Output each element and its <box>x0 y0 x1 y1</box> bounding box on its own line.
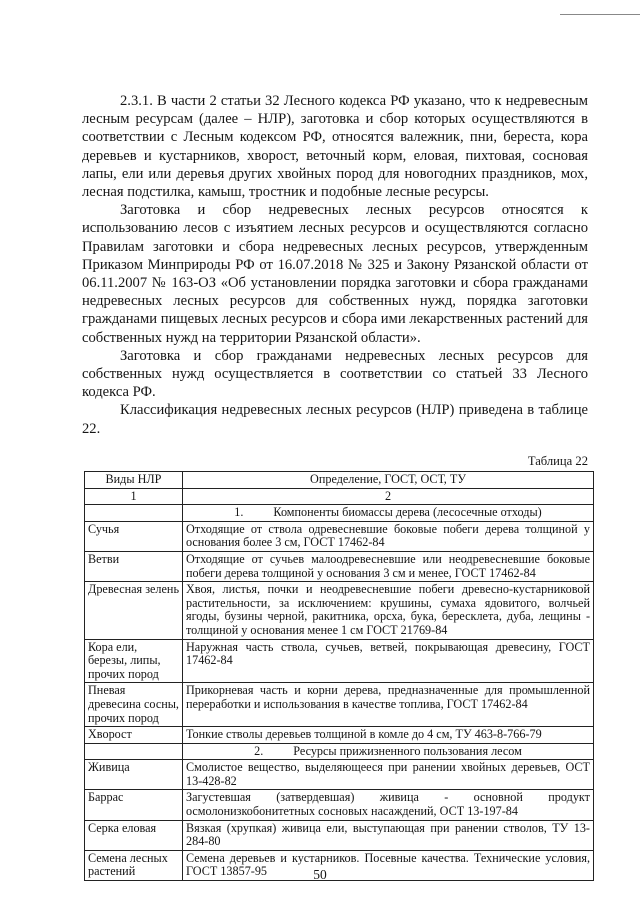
column-header-definition: Определение, ГОСТ, ОСТ, ТУ <box>183 472 594 489</box>
section-row <box>85 743 594 760</box>
section-title-cell <box>183 743 594 760</box>
column-number: 1 <box>85 488 183 505</box>
nlr-name: Ветви <box>85 551 183 581</box>
nlr-definition: Вязкая (хрупкая) живица ели, выступающая при ранении стволов, ТУ 13-284-80 <box>183 820 594 850</box>
section-empty-cell <box>85 505 183 522</box>
nlr-name: Пневая древесина сосны, прочих пород <box>85 683 183 727</box>
nlr-definition: Хвоя, листья, почки и неодревесневшие побеги древесно-кустарниковой растительности, за исключением: крушины, сумаха ядовитого, волчьей ягоды, бузины черной, ракитника, орсха, бука, бересклета, дуба, лещины - толщиной у основания менее 1 см ГОСТ 21769-84 <box>183 582 594 639</box>
column-header-types: Виды НЛР <box>85 472 183 489</box>
paragraph: Классификация недревесных лесных ресурсов (НЛР) приведена в таблице 22. <box>82 402 588 437</box>
nlr-name: Баррас <box>85 790 183 820</box>
column-number-row <box>85 488 594 505</box>
paragraph: Заготовка и сбор гражданами недревесных лесных ресурсов для собственных нужд осуществляется в соответствии со статьей 33 Лесного кодекса РФ. <box>82 347 588 401</box>
table-row <box>85 521 594 551</box>
nlr-classification-table <box>84 471 594 881</box>
nlr-name: Кора ели, березы, липы, прочих пород <box>85 639 183 683</box>
section-number: 2. <box>254 743 264 758</box>
nlr-name: Сучья <box>85 521 183 551</box>
page-number: 50 <box>313 867 327 882</box>
header-rule <box>560 14 640 15</box>
nlr-name: Древесная зелень <box>85 582 183 639</box>
body-text <box>82 92 588 438</box>
table-row <box>85 551 594 581</box>
section-number: 1. <box>234 505 244 520</box>
nlr-definition: Тонкие стволы деревьев толщиной в комле до 4 см, ТУ 463-8-766-79 <box>183 727 594 744</box>
paragraph: Заготовка и сбор недревесных лесных ресурсов относятся к использованию лесов с изъятием лесных ресурсов и осуществляются согласно Правилам заготовки и сбора недревесных лесных ресурсов, утвержденным Приказом Минприроды РФ от 16.07.2018 № 325 и Закону Рязанской области от 06.11.2007 № 163-ОЗ «Об установлении порядка заготовки и сбора гражданами недревесных лесных ресурсов для собственных нужд, порядка заготовки гражданами пищевых лесных ресурсов и сбора ими лекарственных растений для собственных нужд на территории Рязанской области». <box>82 202 588 346</box>
table-row <box>85 639 594 683</box>
nlr-name: Хворост <box>85 727 183 744</box>
paragraph: 2.3.1. В части 2 статьи 32 Лесного кодекса РФ указано, что к недревесным лесным ресурсам (далее – НЛР), заготовка и сбор которых осуществляются в соответствии с Лесным кодексом РФ, относятся валежник, пни, береста, кора деревьев и кустарников, хворост, веточный корм, еловая, пихтовая, сосновая лапы, ели или деревья других хвойных пород для новогодних праздников, мох, лесная подстилка, камыш, тростник и подобные лесные ресурсы. <box>82 93 588 201</box>
table-row <box>85 683 594 727</box>
table-row <box>85 820 594 850</box>
table-caption: Таблица 22 <box>527 454 588 468</box>
nlr-definition: Смолистое вещество, выделяющееся при ранении хвойных деревьев, ОСТ 13-428-82 <box>183 760 594 790</box>
nlr-definition: Прикорневая часть и корни дерева, предназначенные для промышленной переработки и использования в качестве топлива, ГОСТ 17462-84 <box>183 683 594 727</box>
column-number: 2 <box>183 488 594 505</box>
table-row <box>85 582 594 639</box>
nlr-definition: Загустевшая (затвердевшая) живица - основной продукт осмолонизкобонитетных сосновых насаждений, ОСТ 13-197-84 <box>183 790 594 820</box>
section-title: Компоненты биомассы дерева (лесосечные отходы) <box>273 505 542 520</box>
section-empty-cell <box>85 743 183 760</box>
table-row <box>85 760 594 790</box>
table-row <box>85 727 594 744</box>
nlr-definition: Отходящие от сучьев малоодревесневшие или неодревесневшие боковые побеги дерева толщиной у основания 3 см и менее, ГОСТ 17462-84 <box>183 551 594 581</box>
table-row <box>85 790 594 820</box>
nlr-definition: Семена деревьев и кустарников. Посевные качества. Технические условия, ГОСТ 13857-95 <box>183 850 594 880</box>
nlr-name: Живица <box>85 760 183 790</box>
nlr-name: Серка еловая <box>85 820 183 850</box>
table-header-row <box>85 472 594 489</box>
section-row <box>85 505 594 522</box>
section-title-cell <box>183 505 594 522</box>
nlr-definition: Отходящие от ствола одревесневшие боковые побеги дерева толщиной у основания более 3 см, ГОСТ 17462-84 <box>183 521 594 551</box>
nlr-name: Семена лесных растений <box>85 850 183 880</box>
section-title: Ресурсы прижизненного пользования лесом <box>293 743 522 758</box>
nlr-definition: Наружная часть ствола, сучьев, ветвей, покрывающая древесину, ГОСТ 17462-84 <box>183 639 594 683</box>
